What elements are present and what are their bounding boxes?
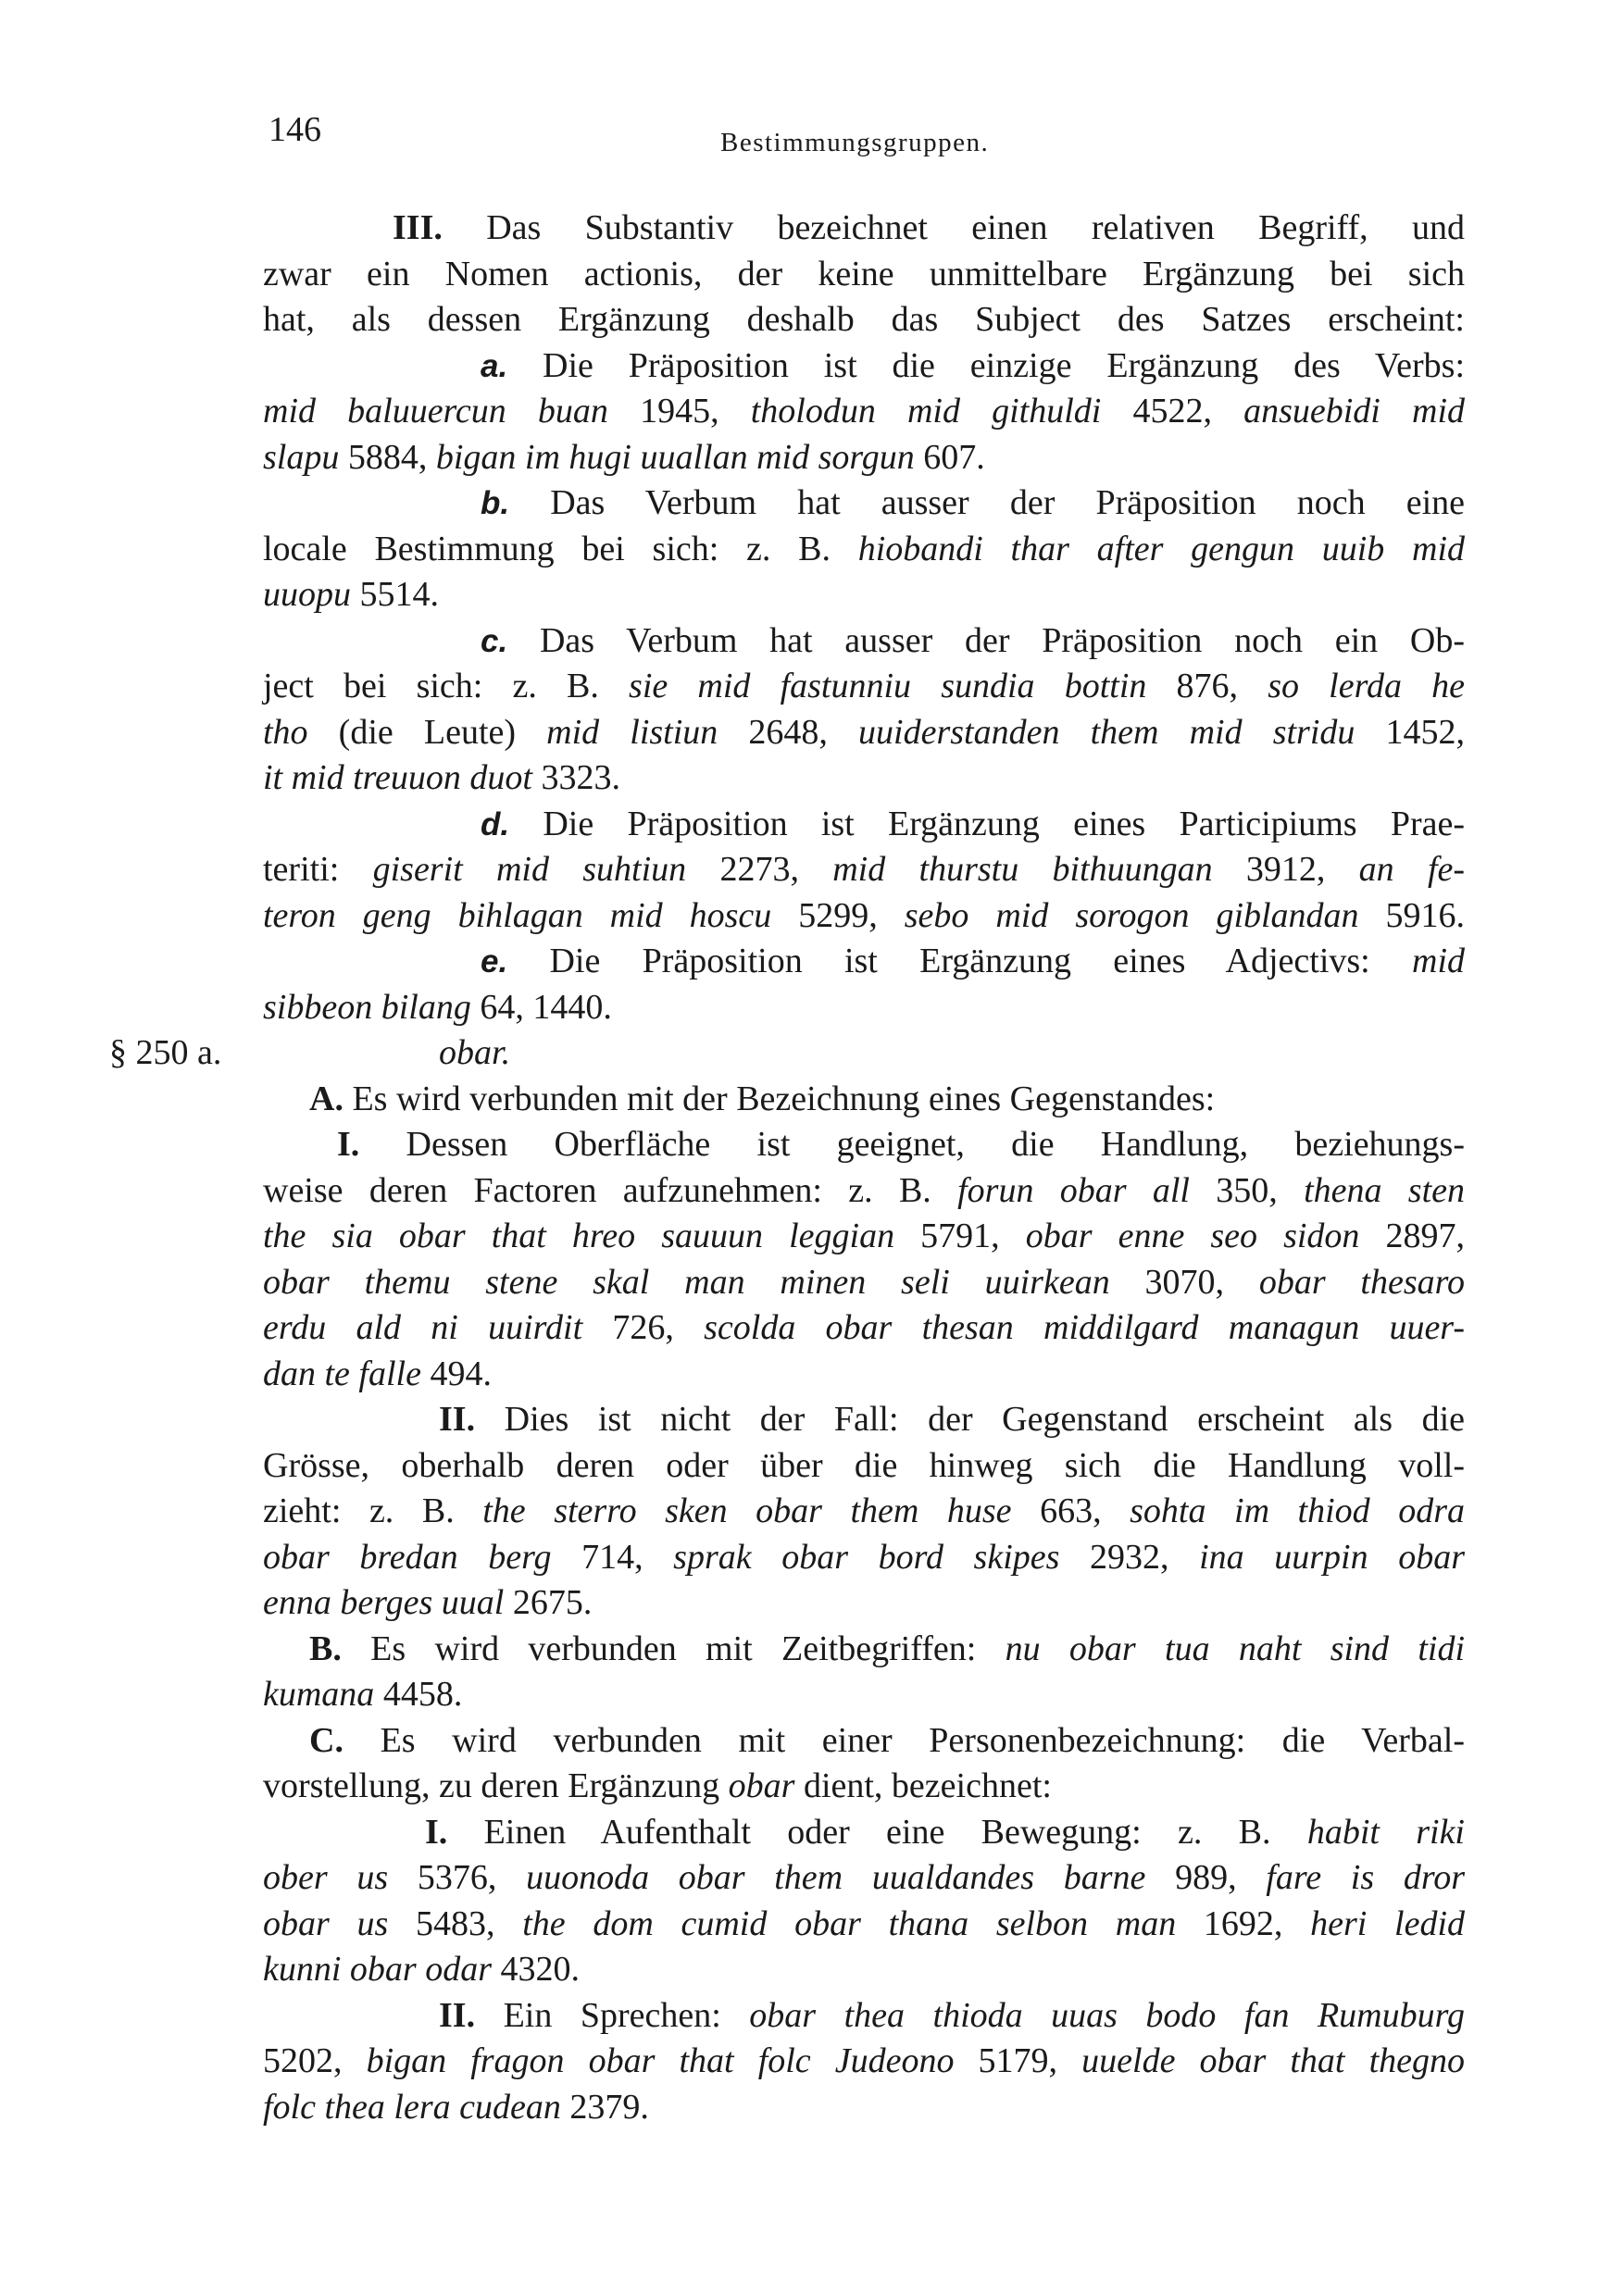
text-line bbox=[263, 664, 1465, 710]
text-line bbox=[263, 985, 1465, 1031]
text-line bbox=[263, 939, 1465, 985]
text-line bbox=[263, 1214, 1465, 1260]
text-line bbox=[263, 2039, 1465, 2085]
text-line bbox=[263, 1122, 1465, 1168]
line-content: it mid treuuon duot 3323. bbox=[263, 758, 620, 797]
line-content: obar. bbox=[439, 1033, 511, 1072]
line-content: A. Es wird verbunden mit der Bezeichnung eines Gegenstandes: bbox=[309, 1079, 1216, 1118]
text-line bbox=[263, 206, 1465, 252]
line-content: kumana 4458. bbox=[263, 1675, 463, 1714]
text-line bbox=[263, 1352, 1465, 1398]
line-content: b. Das Verbum hat ausser der Präposition noch eine bbox=[481, 483, 1465, 522]
line-content: a. Die Präposition ist die einzige Ergänzung des Verbs: bbox=[481, 345, 1465, 385]
line-content: ject bei sich: z. B. sie mid fastunniu sundia bottin 876, so lerda he bbox=[263, 667, 1465, 705]
text-line bbox=[263, 1764, 1465, 1810]
line-content: zieht: z. B. the sterro sken obar them huse 663, sohta im thiod odra bbox=[263, 1491, 1466, 1530]
text-line bbox=[263, 618, 1465, 665]
text-line bbox=[263, 1902, 1465, 1948]
line-content: hat, als dessen Ergänzung deshalb das Subject des Satzes erscheint: bbox=[263, 300, 1465, 339]
text-line bbox=[263, 802, 1465, 848]
line-content: zwar ein Nomen actionis, der keine unmittelbare Ergänzung bei sich bbox=[263, 254, 1465, 293]
text-line bbox=[263, 1397, 1465, 1443]
text-line bbox=[263, 1443, 1465, 1490]
line-content: tho (die Leute) mid listiun 2648, uuiderstanden them mid stridu 1452, bbox=[263, 712, 1466, 752]
text-line bbox=[263, 1993, 1465, 2040]
line-content: C. Es wird verbunden mit einer Personenbezeichnung: die Verbal- bbox=[309, 1720, 1465, 1760]
line-content: enna berges uual 2675. bbox=[263, 1583, 593, 1622]
line-content: obar themu stene skal man minen seli uuirkean 3070, obar thesaro bbox=[263, 1262, 1465, 1302]
text-line bbox=[263, 1947, 1465, 1993]
line-content: c. Das Verbum hat ausser der Präposition noch ein Ob- bbox=[481, 620, 1465, 660]
text-line bbox=[263, 389, 1465, 435]
text-line bbox=[263, 893, 1465, 940]
line-content: obar us 5483, the dom cumid obar thana selbon man 1692, heri ledid bbox=[263, 1903, 1466, 1943]
page-number: 146 bbox=[269, 110, 321, 149]
line-content: the sia obar that hreo sauuun leggian 5791, obar enne seo sidon 2897, bbox=[263, 1217, 1466, 1255]
line-content: mid baluuercun buan 1945, tholodun mid githuldi 4522, ansuebidi mid bbox=[263, 392, 1465, 430]
text-line bbox=[263, 2085, 1465, 2131]
line-content: 5202, bigan fragon obar that folc Judeono 5179, uuelde obar that thegno bbox=[263, 2041, 1465, 2080]
line-content: I. Dessen Oberfläche ist geeignet, die Handlung, beziehungs- bbox=[337, 1125, 1465, 1164]
text-line bbox=[263, 710, 1465, 756]
line-content: weise deren Factoren aufzunehmen: z. B. forun obar all 350, thena sten bbox=[263, 1170, 1466, 1210]
text-line bbox=[263, 1077, 1465, 1123]
body-text bbox=[109, 206, 1466, 2130]
line-content: erdu ald ni uuirdit 726, scolda obar thesan middilgard managun uuer- bbox=[263, 1308, 1465, 1347]
text-line bbox=[263, 847, 1465, 893]
line-content: locale Bestimmung bei sich: z. B. hiobandi thar after gengun uuib mid bbox=[263, 529, 1466, 568]
text-line bbox=[263, 755, 1465, 802]
running-head: Bestimmungsgruppen. bbox=[720, 128, 990, 157]
line-content: Grösse, oberhalb deren oder über die hinweg sich die Handlung voll- bbox=[263, 1445, 1465, 1485]
text-line bbox=[263, 1168, 1465, 1215]
line-content: e. Die Präposition ist Ergänzung eines Adjectivs: mid bbox=[481, 942, 1465, 980]
text-line bbox=[263, 527, 1465, 573]
line-content: sibbeon bilang 64, 1440. bbox=[263, 987, 612, 1027]
text-line bbox=[263, 1580, 1465, 1627]
text-line bbox=[263, 1855, 1465, 1902]
line-content: obar bredan berg 714, sprak obar bord skipes 2932, ina uurpin obar bbox=[263, 1537, 1465, 1577]
line-content: uuopu 5514. bbox=[263, 575, 439, 614]
text-line bbox=[263, 1672, 1465, 1718]
text-line bbox=[109, 1030, 1465, 1077]
line-content: slapu 5884, bigan im hugi uuallan mid sorgun 607. bbox=[263, 437, 985, 477]
line-content: I. Einen Aufenthalt oder eine Bewegung: z. B. habit riki bbox=[425, 1812, 1465, 1852]
text-line bbox=[263, 1260, 1465, 1306]
line-content: B. Es wird verbunden mit Zeitbegriffen: nu obar tua naht sind tidi bbox=[309, 1628, 1466, 1668]
line-content: III. Das Substantiv bezeichnet einen relativen Begriff, und bbox=[393, 208, 1465, 247]
text-line bbox=[263, 1305, 1465, 1352]
line-content: II. Dies ist nicht der Fall: der Gegenstand erscheint als die bbox=[439, 1400, 1465, 1439]
text-line bbox=[263, 435, 1465, 481]
text-line bbox=[263, 572, 1465, 618]
line-content: d. Die Präposition ist Ergänzung eines Participiums Prae- bbox=[481, 804, 1465, 843]
line-content: II. Ein Sprechen: obar thea thioda uuas bodo fan Rumuburg bbox=[439, 1995, 1465, 2035]
line-content: ober us 5376, uuonoda obar them uualdandes barne 989, fare is dror bbox=[263, 1858, 1466, 1897]
text-line bbox=[263, 1810, 1465, 1856]
line-content: teron geng bihlagan mid hoscu 5299, sebo mid sorogon giblandan 5916. bbox=[263, 895, 1466, 935]
line-content: kunni obar odar 4320. bbox=[263, 1950, 580, 1989]
text-line bbox=[263, 252, 1465, 298]
text-line bbox=[263, 1535, 1465, 1581]
line-content: vorstellung, zu deren Ergänzung obar dient, bezeichnet: bbox=[263, 1766, 1052, 1805]
text-line bbox=[263, 297, 1465, 343]
text-line bbox=[263, 343, 1465, 390]
text-line bbox=[263, 1718, 1465, 1765]
section-marker: § 250 a. bbox=[109, 1033, 222, 1072]
text-line bbox=[263, 1489, 1465, 1535]
line-content: dan te falle 494. bbox=[263, 1354, 492, 1393]
text-line bbox=[263, 1627, 1465, 1673]
line-content: folc thea lera cudean 2379. bbox=[263, 2087, 649, 2127]
line-content: teriti: giserit mid suhtiun 2273, mid thurstu bithuungan 3912, an fe- bbox=[263, 850, 1466, 889]
text-line bbox=[263, 480, 1465, 527]
